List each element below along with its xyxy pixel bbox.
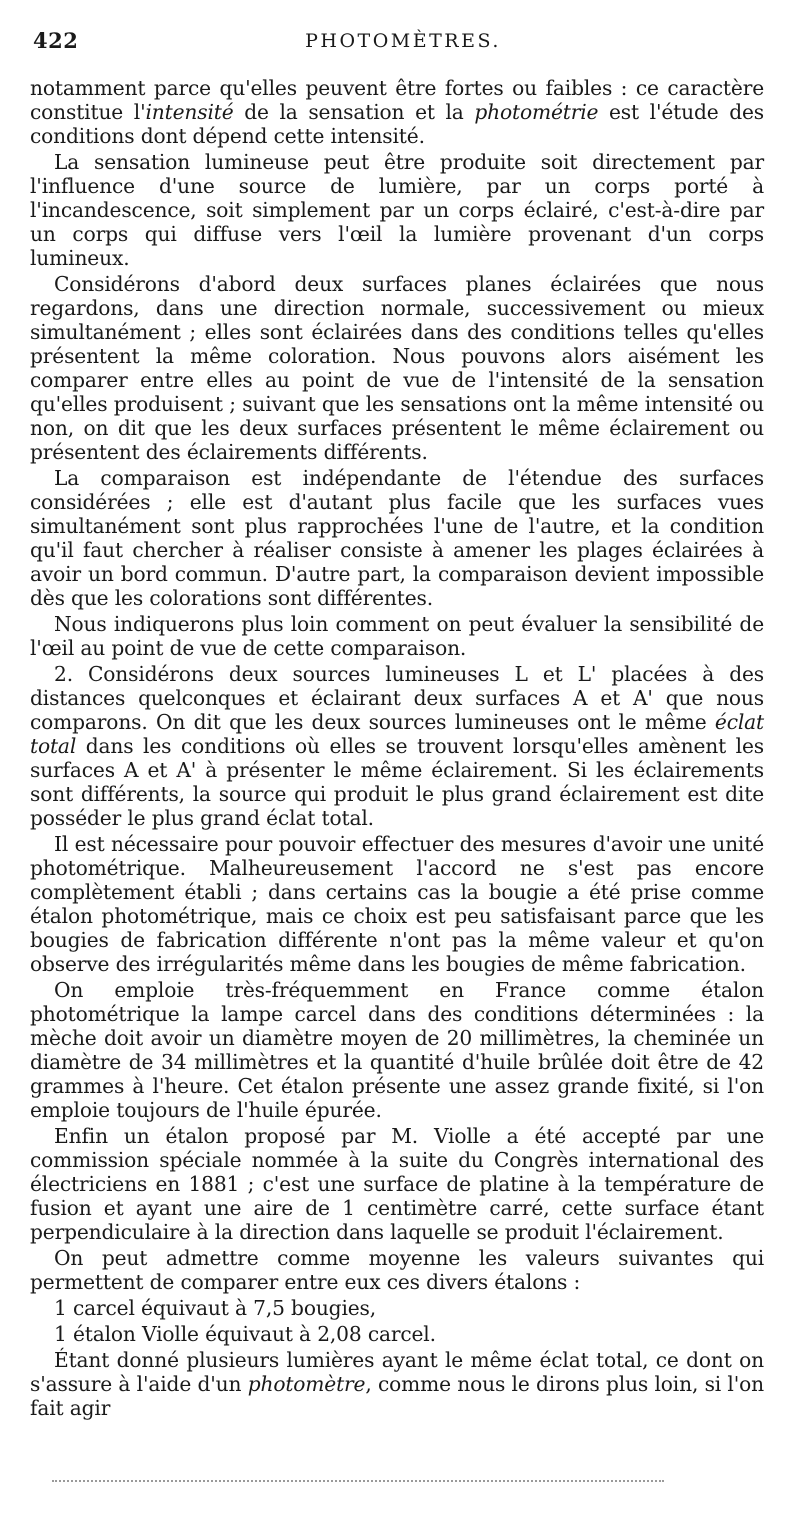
page-number: 422 <box>33 28 79 53</box>
equivalence-carcel: 1 carcel équivaut à 7,5 bougies, <box>54 1296 377 1320</box>
paragraph-surfaces: Considérons d'abord deux surfaces planes éclairées que nous regardons, dans une direction normale, successivement ou mieux simultanément ; elles sont éclairées dans des conditions telles qu'elles présentent la même coloration. Nous pouvons alors aisément les comparer entre elles au point de vue de l'intensité de la sensation qu'elles produisent ; suivant que les sensations ont la même intensité ou non, on dit que les deux surfaces présentent le même éclairement ou présentent des éclairements différents. <box>30 272 764 464</box>
term-eclat-total: éclat total <box>30 710 764 758</box>
running-title: PHOTOMÈTRES. <box>305 30 501 52</box>
paragraph-violle: Enfin un étalon proposé par M. Violle a été accepté par une commission spéciale nommée à la suite du Congrès international des électriciens en 1881 ; c'est une surface de platine à la température de fusion et ayant une aire de 1 centimètre carré, cette surface étant perpendiculaire à la direction dans laquelle se produit l'éclairement. <box>30 1124 764 1244</box>
equivalence-violle: 1 étalon Violle équivaut à 2,08 carcel. <box>54 1322 436 1346</box>
bottom-scan-artifact <box>52 1480 664 1484</box>
paragraph-moyenne: On peut admettre comme moyenne les valeurs suivantes qui permettent de comparer entre eux ces divers étalons : <box>30 1246 764 1294</box>
paragraph-carcel: On emploie très-fréquemment en France comme étalon photométrique la lampe carcel dans des conditions déterminées : la mèche doit avoir un diamètre moyen de 20 millimètres, la cheminée un diamètre de 34 millimètres et la quantité d'huile brûlée doit être de 42 grammes à l'heure. Cet étalon présente une assez grande fixité, si l'on emploie toujours de l'huile épurée. <box>30 978 764 1122</box>
paragraph-unite: Il est nécessaire pour pouvoir effectuer des mesures d'avoir une unité photométrique. Malheureusement l'accord ne s'est pas encore complètement établi ; dans certains cas la bougie a été prise comme étalon photométrique, mais ce choix est peu satisfaisant parce que les bougies de fabrication différente n'ont pas la même valeur et qu'on observe des irrégularités même dans les bougies de même fabrication. <box>30 832 764 976</box>
term-intensite: intensité <box>145 100 234 124</box>
paragraph-sensation: La sensation lumineuse peut être produite soit directement par l'influence d'une source de lumière, par un corps porté à l'incandescence, soit simplement par un corps éclairé, c'est-à-dire par un corps qui diffuse vers l'œil la lumière provenant d'un corps lumineux. <box>30 150 764 270</box>
paragraph-sensibilite: Nous indiquerons plus loin comment on peut évaluer la sensibilité de l'œil au point de vue de cette comparaison. <box>30 612 764 660</box>
paragraph-intensity: notamment parce qu'elles peuvent être fortes ou faibles : ce caractère constitue l'intensité de la sensation et la photométrie est l'étude des conditions dont dépend cette intensité. <box>30 76 764 148</box>
paragraph-final: Étant donné plusieurs lumières ayant le même éclat total, ce dont on s'assure à l'aide d'un photomètre, comme nous le dirons plus loin, si l'on fait agir <box>30 1348 764 1420</box>
page-body <box>30 76 764 1420</box>
term-photometrie: photométrie <box>474 100 599 124</box>
paragraph-comparaison: La comparaison est indépendante de l'étendue des surfaces considérées ; elle est d'autant plus facile que les surfaces vues simultanément sont plus rapprochées l'une de l'autre, et la condition qu'il faut chercher à réaliser consiste à amener les plages éclairées à avoir un bord commun. D'autre part, la comparaison devient impossible dès que les colorations sont différentes. <box>30 466 764 610</box>
book-page <box>30 24 764 1420</box>
page-header <box>30 24 764 58</box>
term-photometre: photomètre <box>247 1372 366 1396</box>
paragraph-eclat-total: 2. Considérons deux sources lumineuses L et L' placées à des distances quelconques et éclairant deux surfaces A et A' que nous comparons. On dit que les deux sources lumineuses ont le même éclat total dans les conditions où elles se trouvent lorsqu'elles amènent les surfaces A et A' à présenter le même éclairement. Si les éclairements sont différents, la source qui produit le plus grand éclairement est dite posséder le plus grand éclat total. <box>30 662 764 830</box>
